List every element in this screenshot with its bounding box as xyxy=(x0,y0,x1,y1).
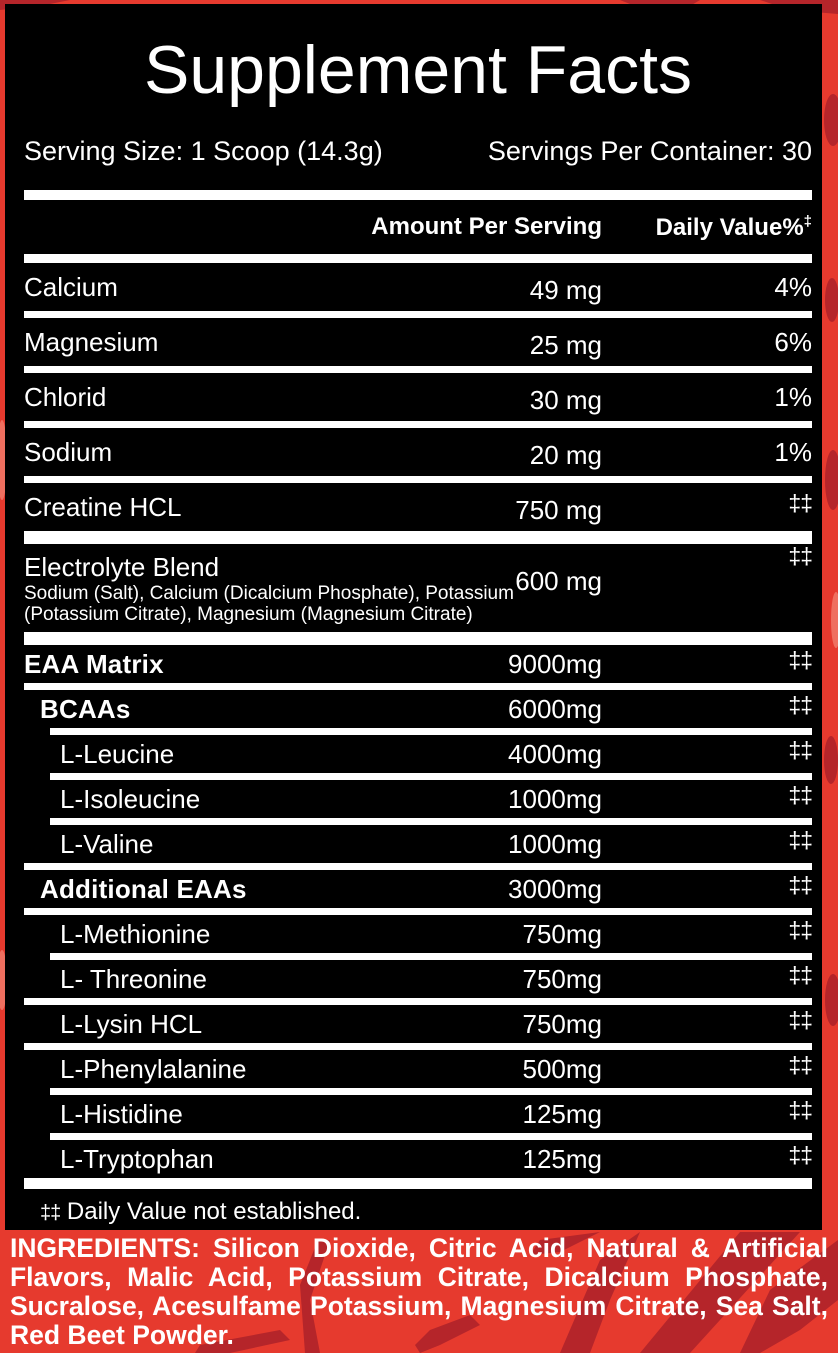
nutrient-amount: 600 mg xyxy=(515,566,602,596)
nutrient-amount: 1000mg xyxy=(508,783,602,814)
nutrient-row xyxy=(24,1140,812,1178)
nutrient-label: L-Isoleucine xyxy=(60,783,201,814)
serving-info xyxy=(24,134,812,168)
nutrient-amount: 30 mg xyxy=(529,384,602,415)
nutrient-label: Sodium xyxy=(24,436,113,467)
nutrient-daily-value: 1% xyxy=(774,381,812,412)
nutrient-daily-value xyxy=(602,871,812,905)
amount-per-serving-header: Amount Per Serving xyxy=(371,213,602,240)
row-separator xyxy=(24,531,812,544)
nutrient-row xyxy=(24,263,812,311)
nutrient-amount: 750 mg xyxy=(515,494,602,525)
nutrient-row xyxy=(24,960,812,998)
nutrient-row xyxy=(24,645,812,683)
daily-value-not-established-mark: ‡‡ xyxy=(788,489,812,516)
nutrient-row xyxy=(24,735,812,773)
row-separator xyxy=(24,366,812,373)
nutrient-label: Additional EAAs xyxy=(40,873,247,904)
daily-value-not-established-mark: ‡‡ xyxy=(788,1006,812,1033)
nutrient-daily-value xyxy=(602,736,812,770)
row-separator xyxy=(24,632,812,645)
nutrient-label: Magnesium xyxy=(24,326,159,357)
nutrient-amount: 125mg xyxy=(522,1098,602,1129)
nutrient-amount: 49 mg xyxy=(529,274,602,305)
nutrient-daily-value xyxy=(602,781,812,815)
blend-components-text: Sodium (Salt), Calcium (Dicalcium Phosphate), Potassium (Potassium Citrate), Magnesium (Magnesium Citrate) xyxy=(24,583,514,625)
nutrient-daily-value xyxy=(602,691,812,725)
row-separator xyxy=(50,773,812,780)
nutrient-row xyxy=(24,825,812,863)
nutrient-row xyxy=(24,915,812,953)
nutrient-label: BCAAs xyxy=(40,693,131,724)
nutrient-row xyxy=(24,373,812,421)
nutrient-daily-value xyxy=(788,543,812,575)
row-separator xyxy=(50,953,812,960)
daily-value-not-established-mark: ‡‡ xyxy=(788,781,812,808)
nutrient-daily-value xyxy=(602,826,812,860)
row-separator xyxy=(24,683,812,690)
daily-value-header: Daily Value%‡ xyxy=(655,212,812,241)
row-separator xyxy=(50,728,812,735)
nutrient-label: Electrolyte Blend xyxy=(24,552,220,582)
nutrient-label: EAA Matrix xyxy=(24,648,164,679)
nutrient-label: L-Leucine xyxy=(60,738,175,769)
row-separator xyxy=(24,476,812,483)
nutrient-label: L-Valine xyxy=(60,828,154,859)
supplement-facts-panel xyxy=(5,4,822,1230)
row-separator xyxy=(24,421,812,428)
nutrient-label: L- Threonine xyxy=(60,963,207,994)
daily-value-not-established-mark: ‡‡ xyxy=(788,543,812,569)
daily-value-not-established-mark: ‡‡ xyxy=(788,646,812,673)
row-separator xyxy=(24,863,812,870)
nutrient-amount: 1000mg xyxy=(508,828,602,859)
nutrient-amount: 20 mg xyxy=(529,439,602,470)
nutrient-daily-value xyxy=(602,916,812,950)
nutrient-amount: 25 mg xyxy=(529,329,602,360)
row-separator xyxy=(50,818,812,825)
nutrient-amount: 6000mg xyxy=(508,693,602,724)
nutrient-daily-value xyxy=(602,961,812,995)
nutrient-daily-value xyxy=(602,489,812,523)
nutrient-row xyxy=(24,1095,812,1133)
row-separator xyxy=(50,1133,812,1140)
daily-value-not-established-mark: ‡‡ xyxy=(788,871,812,898)
daily-value-not-established-mark: ‡‡ xyxy=(788,916,812,943)
daily-value-not-established-mark: ‡‡ xyxy=(788,1051,812,1078)
nutrient-amount: 750mg xyxy=(522,1008,602,1039)
nutrient-daily-value xyxy=(602,646,812,680)
row-separator xyxy=(24,1043,812,1050)
table-header xyxy=(24,200,812,254)
nutrient-amount: 500mg xyxy=(522,1053,602,1084)
daily-value-not-established-mark: ‡‡ xyxy=(788,1096,812,1123)
divider-header xyxy=(24,254,812,263)
servings-per-container-text: Servings Per Container: 30 xyxy=(487,135,812,166)
footnote-dagger-mark: ‡‡ xyxy=(40,1202,61,1224)
nutrient-label: Calcium xyxy=(24,271,118,302)
nutrient-daily-value: 6% xyxy=(774,326,812,357)
divider-thick-top xyxy=(24,190,812,200)
serving-size-text: Serving Size: 1 Scoop (14.3g) xyxy=(24,135,383,166)
nutrient-row xyxy=(24,1005,812,1043)
row-separator xyxy=(50,1088,812,1095)
nutrient-rows xyxy=(24,263,812,1189)
nutrient-daily-value: 1% xyxy=(774,436,812,467)
nutrient-amount: 9000mg xyxy=(508,648,602,679)
nutrient-daily-value xyxy=(602,1006,812,1040)
row-separator xyxy=(24,908,812,915)
daily-value-not-established-mark: ‡‡ xyxy=(788,736,812,763)
footnote-text: Daily Value not established. xyxy=(66,1198,362,1225)
nutrient-label: Creatine HCL xyxy=(24,491,182,522)
ingredients-section xyxy=(0,1230,838,1353)
nutrient-row xyxy=(24,483,812,531)
nutrient-row xyxy=(24,1050,812,1088)
nutrient-row xyxy=(24,428,812,476)
nutrient-daily-value: 4% xyxy=(774,271,812,302)
nutrient-row xyxy=(24,870,812,908)
nutrient-daily-value xyxy=(602,1141,812,1175)
daily-value-not-established-mark: ‡‡ xyxy=(788,961,812,988)
page-title: Supplement Facts xyxy=(143,32,693,108)
daily-value-not-established-mark: ‡‡ xyxy=(788,1141,812,1168)
row-separator xyxy=(24,998,812,1005)
nutrient-row xyxy=(24,690,812,728)
daily-value-not-established-mark: ‡‡ xyxy=(788,691,812,718)
nutrient-amount: 750mg xyxy=(522,918,602,949)
nutrient-row xyxy=(24,780,812,818)
nutrient-label: Chlorid xyxy=(24,381,107,412)
nutrient-label: L-Methionine xyxy=(60,918,211,949)
nutrient-daily-value xyxy=(602,1096,812,1130)
nutrient-daily-value xyxy=(602,1051,812,1085)
nutrient-label: L-Lysin HCL xyxy=(60,1008,203,1039)
nutrient-label: L-Tryptophan xyxy=(60,1143,214,1174)
daily-value-not-established-mark: ‡‡ xyxy=(788,826,812,853)
nutrient-amount: 750mg xyxy=(522,963,602,994)
row-separator xyxy=(24,311,812,318)
row-separator xyxy=(24,1178,812,1189)
nutrient-amount: 4000mg xyxy=(508,738,602,769)
nutrient-label: L-Phenylalanine xyxy=(60,1053,247,1084)
daily-value-dagger-mark: ‡ xyxy=(803,212,812,230)
footnote xyxy=(40,1198,812,1226)
ingredients-text: INGREDIENTS: Silicon Dioxide, Citric Acid, Natural & Artificial Flavors, Malic Acid, Potassium Citrate, Dicalcium Phosphate, Sucralose, Acesulfame Potassium, Magnesium Citrate, Sea Salt, Red Beet Powder. xyxy=(10,1233,828,1350)
nutrient-amount: 3000mg xyxy=(508,873,602,904)
nutrient-label: L-Histidine xyxy=(60,1098,183,1129)
nutrient-amount: 125mg xyxy=(522,1143,602,1174)
nutrient-row xyxy=(24,318,812,366)
nutrient-row-blend xyxy=(24,544,812,632)
